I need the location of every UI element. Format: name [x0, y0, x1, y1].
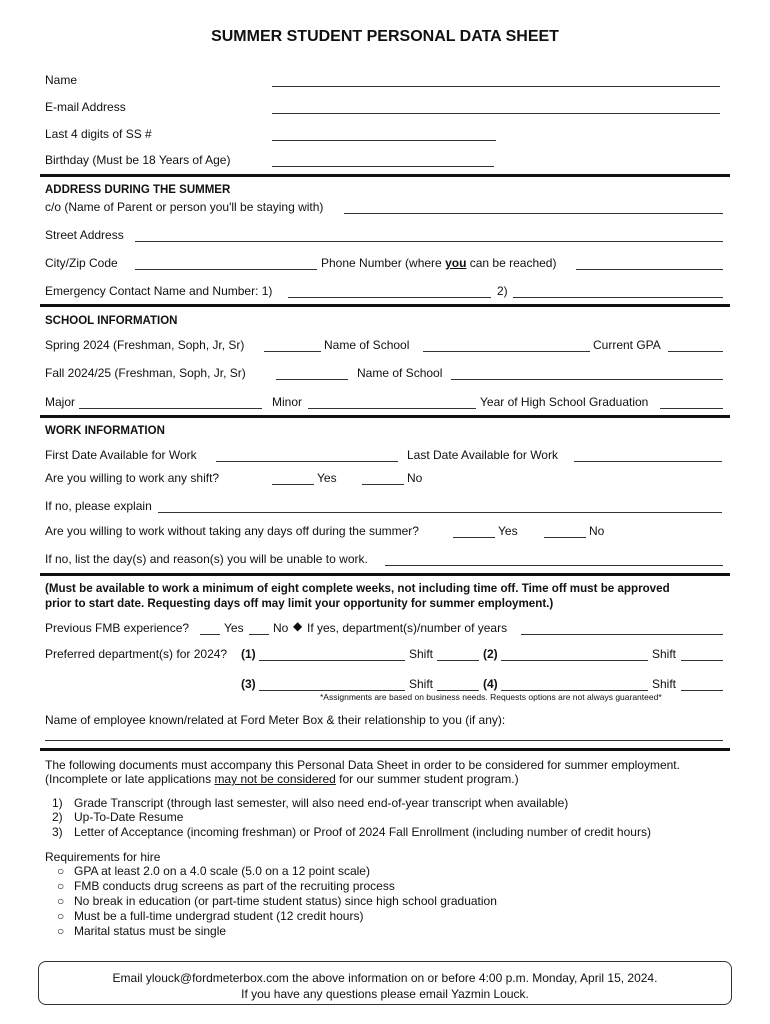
list-days-label: If no, list the day(s) and reason(s) you will be unable to work.: [45, 552, 368, 566]
days-off-no-label: No: [589, 524, 605, 538]
pref-4-field[interactable]: [501, 679, 648, 691]
page-title: SUMMER STUDENT PERSONAL DATA SHEET: [211, 28, 559, 45]
gpa-field[interactable]: [668, 340, 723, 352]
any-shift-label: Are you willing to work any shift?: [45, 471, 220, 485]
explain-label: If no, please explain: [45, 499, 152, 513]
grad-field[interactable]: [660, 397, 723, 409]
shift-4-label: Shift: [652, 677, 677, 691]
prev-exp-yes-label: Yes: [224, 621, 244, 635]
any-shift-yes-label: Yes: [317, 471, 337, 485]
list-days-field[interactable]: [385, 554, 723, 566]
employee-known-field[interactable]: [45, 729, 723, 741]
first-date-field[interactable]: [216, 450, 398, 462]
emergency-label-2: 2): [497, 284, 508, 298]
shift-4-field[interactable]: [681, 679, 723, 691]
requirement-item: ○ Marital status must be single: [57, 924, 227, 938]
shift-2-label: Shift: [652, 647, 677, 661]
divider: [40, 415, 730, 418]
pref-1-field[interactable]: [259, 649, 405, 661]
work-heading: WORK INFORMATION: [45, 425, 165, 437]
days-off-no-field[interactable]: [544, 526, 586, 538]
prev-exp-dept-field[interactable]: [521, 623, 723, 635]
docs-intro-1: The following documents must accompany this Personal Data Sheet in order to be considered for summer employment.: [45, 758, 680, 772]
phone-label: Phone Number (where you can be reached): [321, 256, 557, 270]
pref-2-field[interactable]: [501, 649, 648, 661]
street-label: Street Address: [45, 228, 124, 242]
prev-exp-no-label: No: [273, 621, 289, 635]
circle-bullet-icon: ○: [57, 909, 65, 923]
ssn-field[interactable]: [272, 129, 496, 141]
cityzip-field[interactable]: [135, 258, 317, 270]
prev-exp-label: Previous FMB experience?: [45, 621, 190, 635]
birthday-field[interactable]: [272, 155, 494, 167]
submission-line-1: Email ylouck@fordmeterbox.com the above information on or before 4:00 p.m. Monday, April 15, 2024.: [112, 971, 658, 985]
submission-line-2: If you have any questions please email Yazmin Louck.: [241, 987, 529, 1001]
availability-notice-2: prior to start date. Requesting days off may limit your opportunity for summer employment.): [45, 597, 554, 610]
email-label: E-mail Address: [45, 100, 126, 114]
shift-2-field[interactable]: [681, 649, 723, 661]
street-field[interactable]: [135, 230, 723, 242]
shift-1-label: Shift: [409, 647, 434, 661]
emergency-field-2[interactable]: [513, 286, 723, 298]
co-label: c/o (Name of Parent or person you'll be staying with): [45, 200, 324, 214]
pref-1-label: (1): [241, 647, 256, 661]
shift-1-field[interactable]: [437, 649, 479, 661]
spring-school-field[interactable]: [423, 340, 590, 352]
shift-3-label: Shift: [409, 677, 434, 691]
address-heading: ADDRESS DURING THE SUMMER: [45, 184, 231, 196]
emergency-label: Emergency Contact Name and Number: 1): [45, 284, 273, 298]
pref-3-field[interactable]: [259, 679, 405, 691]
divider: [40, 573, 730, 576]
ssn-label: Last 4 digits of SS #: [45, 127, 152, 141]
phone-field[interactable]: [576, 258, 723, 270]
shift-3-field[interactable]: [437, 679, 479, 691]
doc-item: 2) Up-To-Date Resume: [52, 810, 184, 824]
last-date-label: Last Date Available for Work: [407, 448, 558, 462]
cityzip-label: City/Zip Code: [45, 256, 118, 270]
fall-class-field[interactable]: [276, 368, 348, 380]
requirements-heading: Requirements for hire: [45, 850, 161, 864]
employee-known-label: Name of employee known/related at Ford Meter Box & their relationship to you (if any):: [45, 713, 506, 727]
prev-exp-yes-field[interactable]: [200, 623, 220, 635]
minor-label: Minor: [272, 395, 303, 409]
days-off-yes-field[interactable]: [453, 526, 495, 538]
submission-info-box: [38, 961, 732, 1005]
pref-2-label: (2): [483, 647, 498, 661]
fall-label: Fall 2024/25 (Freshman, Soph, Jr, Sr): [45, 366, 246, 380]
fall-school-label: Name of School: [357, 366, 443, 380]
major-label: Major: [45, 395, 76, 409]
circle-bullet-icon: ○: [57, 924, 65, 938]
availability-notice-1: (Must be available to work a minimum of eight complete weeks, not including time off. Time off must be approved: [45, 582, 670, 595]
gpa-label: Current GPA: [593, 338, 661, 352]
divider: [40, 174, 730, 177]
grad-label: Year of High School Graduation: [480, 395, 649, 409]
diamond-icon: ◆: [293, 619, 303, 633]
prev-exp-no-field[interactable]: [249, 623, 269, 635]
minor-field[interactable]: [308, 397, 476, 409]
spring-label: Spring 2024 (Freshman, Soph, Jr, Sr): [45, 338, 245, 352]
birthday-label: Birthday (Must be 18 Years of Age): [45, 153, 231, 167]
spring-school-label: Name of School: [324, 338, 410, 352]
requirement-item: ○ Must be a full-time undergrad student (12 credit hours): [57, 909, 364, 923]
circle-bullet-icon: ○: [57, 879, 65, 893]
first-date-label: First Date Available for Work: [45, 448, 197, 462]
co-field[interactable]: [344, 202, 723, 214]
explain-field[interactable]: [158, 501, 722, 513]
doc-item: 3) Letter of Acceptance (incoming freshman) or Proof of 2024 Fall Enrollment (including number of credit hours): [52, 825, 651, 839]
fall-school-field[interactable]: [451, 368, 723, 380]
emergency-field-1[interactable]: [288, 286, 491, 298]
divider: [40, 304, 730, 307]
last-date-field[interactable]: [574, 450, 722, 462]
major-field[interactable]: [79, 397, 262, 409]
pref-3-label: (3): [241, 677, 256, 691]
any-shift-yes-field[interactable]: [272, 473, 314, 485]
requirement-item: ○ GPA at least 2.0 on a 4.0 scale (5.0 on a 12 point scale): [57, 864, 370, 878]
name-label: Name: [45, 73, 78, 87]
name-field[interactable]: [272, 75, 720, 87]
days-off-yes-label: Yes: [498, 524, 518, 538]
doc-item: 1) Grade Transcript (through last semester, will also need end-of-year transcript when available): [52, 796, 569, 810]
school-heading: SCHOOL INFORMATION: [45, 315, 178, 327]
circle-bullet-icon: ○: [57, 864, 65, 878]
any-shift-no-label: No: [407, 471, 423, 485]
requirement-item: ○ No break in education (or part-time student status) since high school graduation: [57, 894, 497, 908]
assignment-note: *Assignments are based on business needs. Requests options are not always guaranteed*: [320, 692, 662, 702]
prev-exp-dept-label: If yes, department(s)/number of years: [307, 621, 508, 635]
pref-dept-label: Preferred department(s) for 2024?: [45, 647, 228, 661]
spring-class-field[interactable]: [264, 340, 321, 352]
email-field[interactable]: [272, 102, 720, 114]
requirement-item: ○ FMB conducts drug screens as part of the recruiting process: [57, 879, 395, 893]
days-off-label: Are you willing to work without taking any days off during the summer?: [45, 524, 419, 538]
circle-bullet-icon: ○: [57, 894, 65, 908]
docs-intro-2: (Incomplete or late applications may not be considered for our summer student program.): [45, 772, 519, 786]
pref-4-label: (4): [483, 677, 498, 691]
any-shift-no-field[interactable]: [362, 473, 404, 485]
divider: [40, 748, 730, 751]
